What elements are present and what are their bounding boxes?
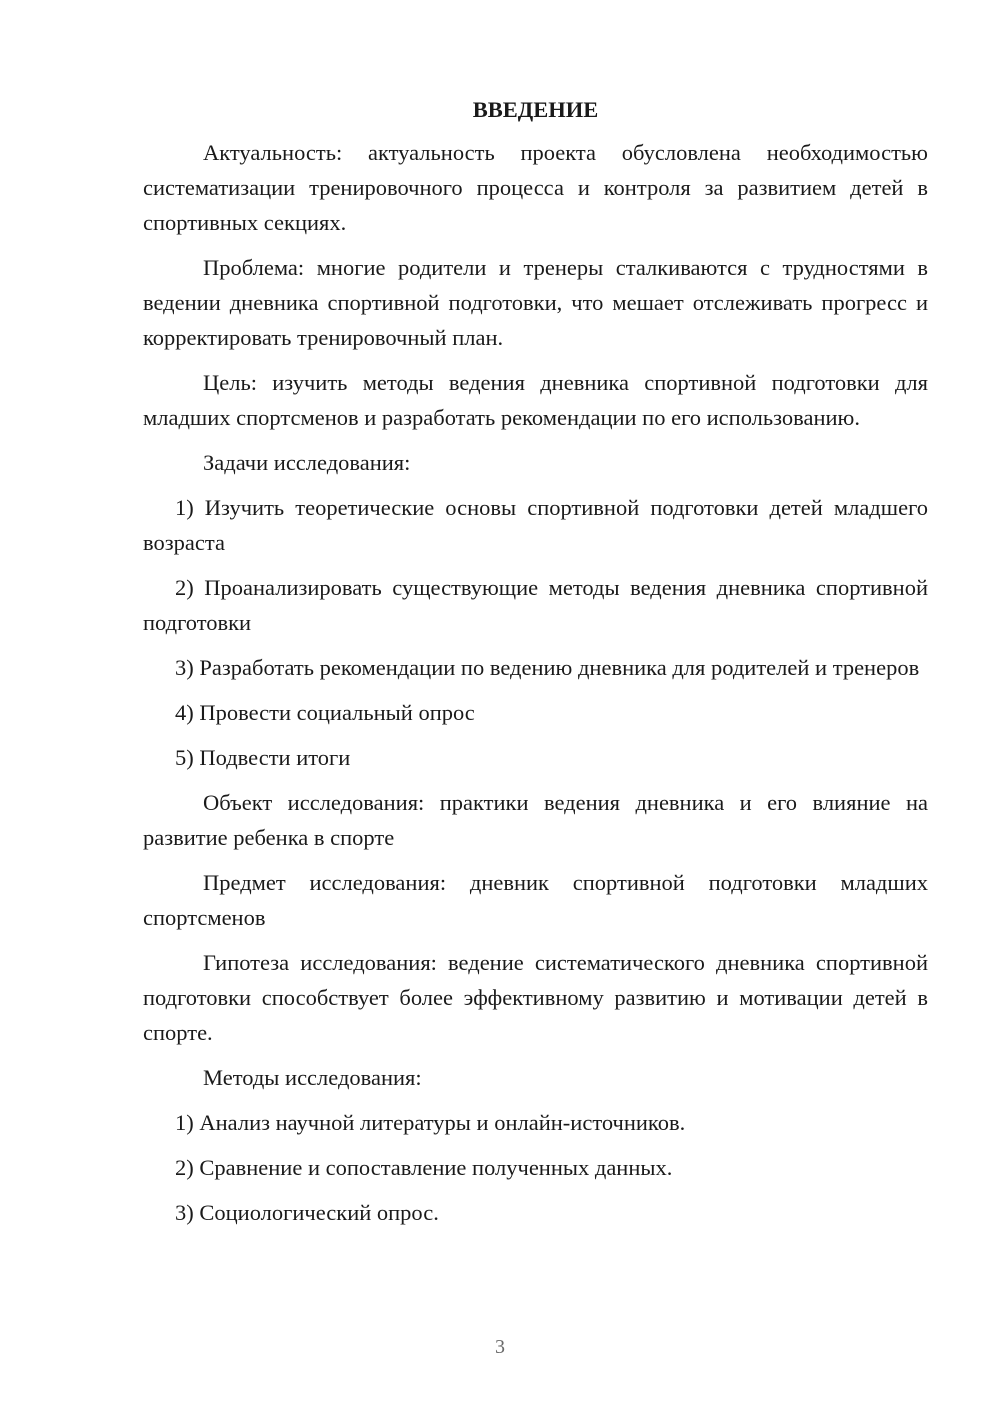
tasks-heading: Задачи исследования: [203,450,411,475]
task-item: 3) Разработать рекомендации по ведению дневника для родителей и тренеров [175,655,920,680]
relevance-paragraph: Актуальность: актуальность проекта обусловлена необходимостью систематизации тренировочного процесса и контроля за развитием детей в спортивных секциях. [143,140,928,235]
page-number: 3 [495,1336,505,1358]
hypothesis-paragraph: Гипотеза исследования: ведение систематического дневника спортивной подготовки способствует более эффективному развитию и мотивации детей в спорте. [143,950,928,1045]
task-item: 2) Проанализировать существующие методы ведения дневника спортивной подготовки [143,575,928,635]
method-item: 1) Анализ научной литературы и онлайн-источников. [175,1110,686,1135]
goal-paragraph: Цель: изучить методы ведения дневника спортивной подготовки для младших спортсменов и разработать рекомендации по его использованию. [143,370,928,430]
method-item: 2) Сравнение и сопоставление полученных данных. [175,1155,673,1180]
task-item: 5) Подвести итоги [175,745,351,770]
page-title: ВВЕДЕНИЕ [472,97,599,122]
subject-paragraph: Предмет исследования: дневник спортивной подготовки младших спортсменов [143,870,928,930]
methods-heading: Методы исследования: [203,1065,422,1090]
object-paragraph: Объект исследования: практики ведения дневника и его влияние на развитие ребенка в спорте [143,790,928,850]
task-item: 4) Провести социальный опрос [175,700,475,725]
task-item: 1) Изучить теоретические основы спортивной подготовки детей младшего возраста [143,495,928,555]
problem-paragraph: Проблема: многие родители и тренеры сталкиваются с трудностями в ведении дневника спортивной подготовки, что мешает отслеживать прогресс и корректировать тренировочный план. [143,255,928,350]
method-item: 3) Социологический опрос. [175,1200,439,1225]
document-body [143,92,928,1240]
